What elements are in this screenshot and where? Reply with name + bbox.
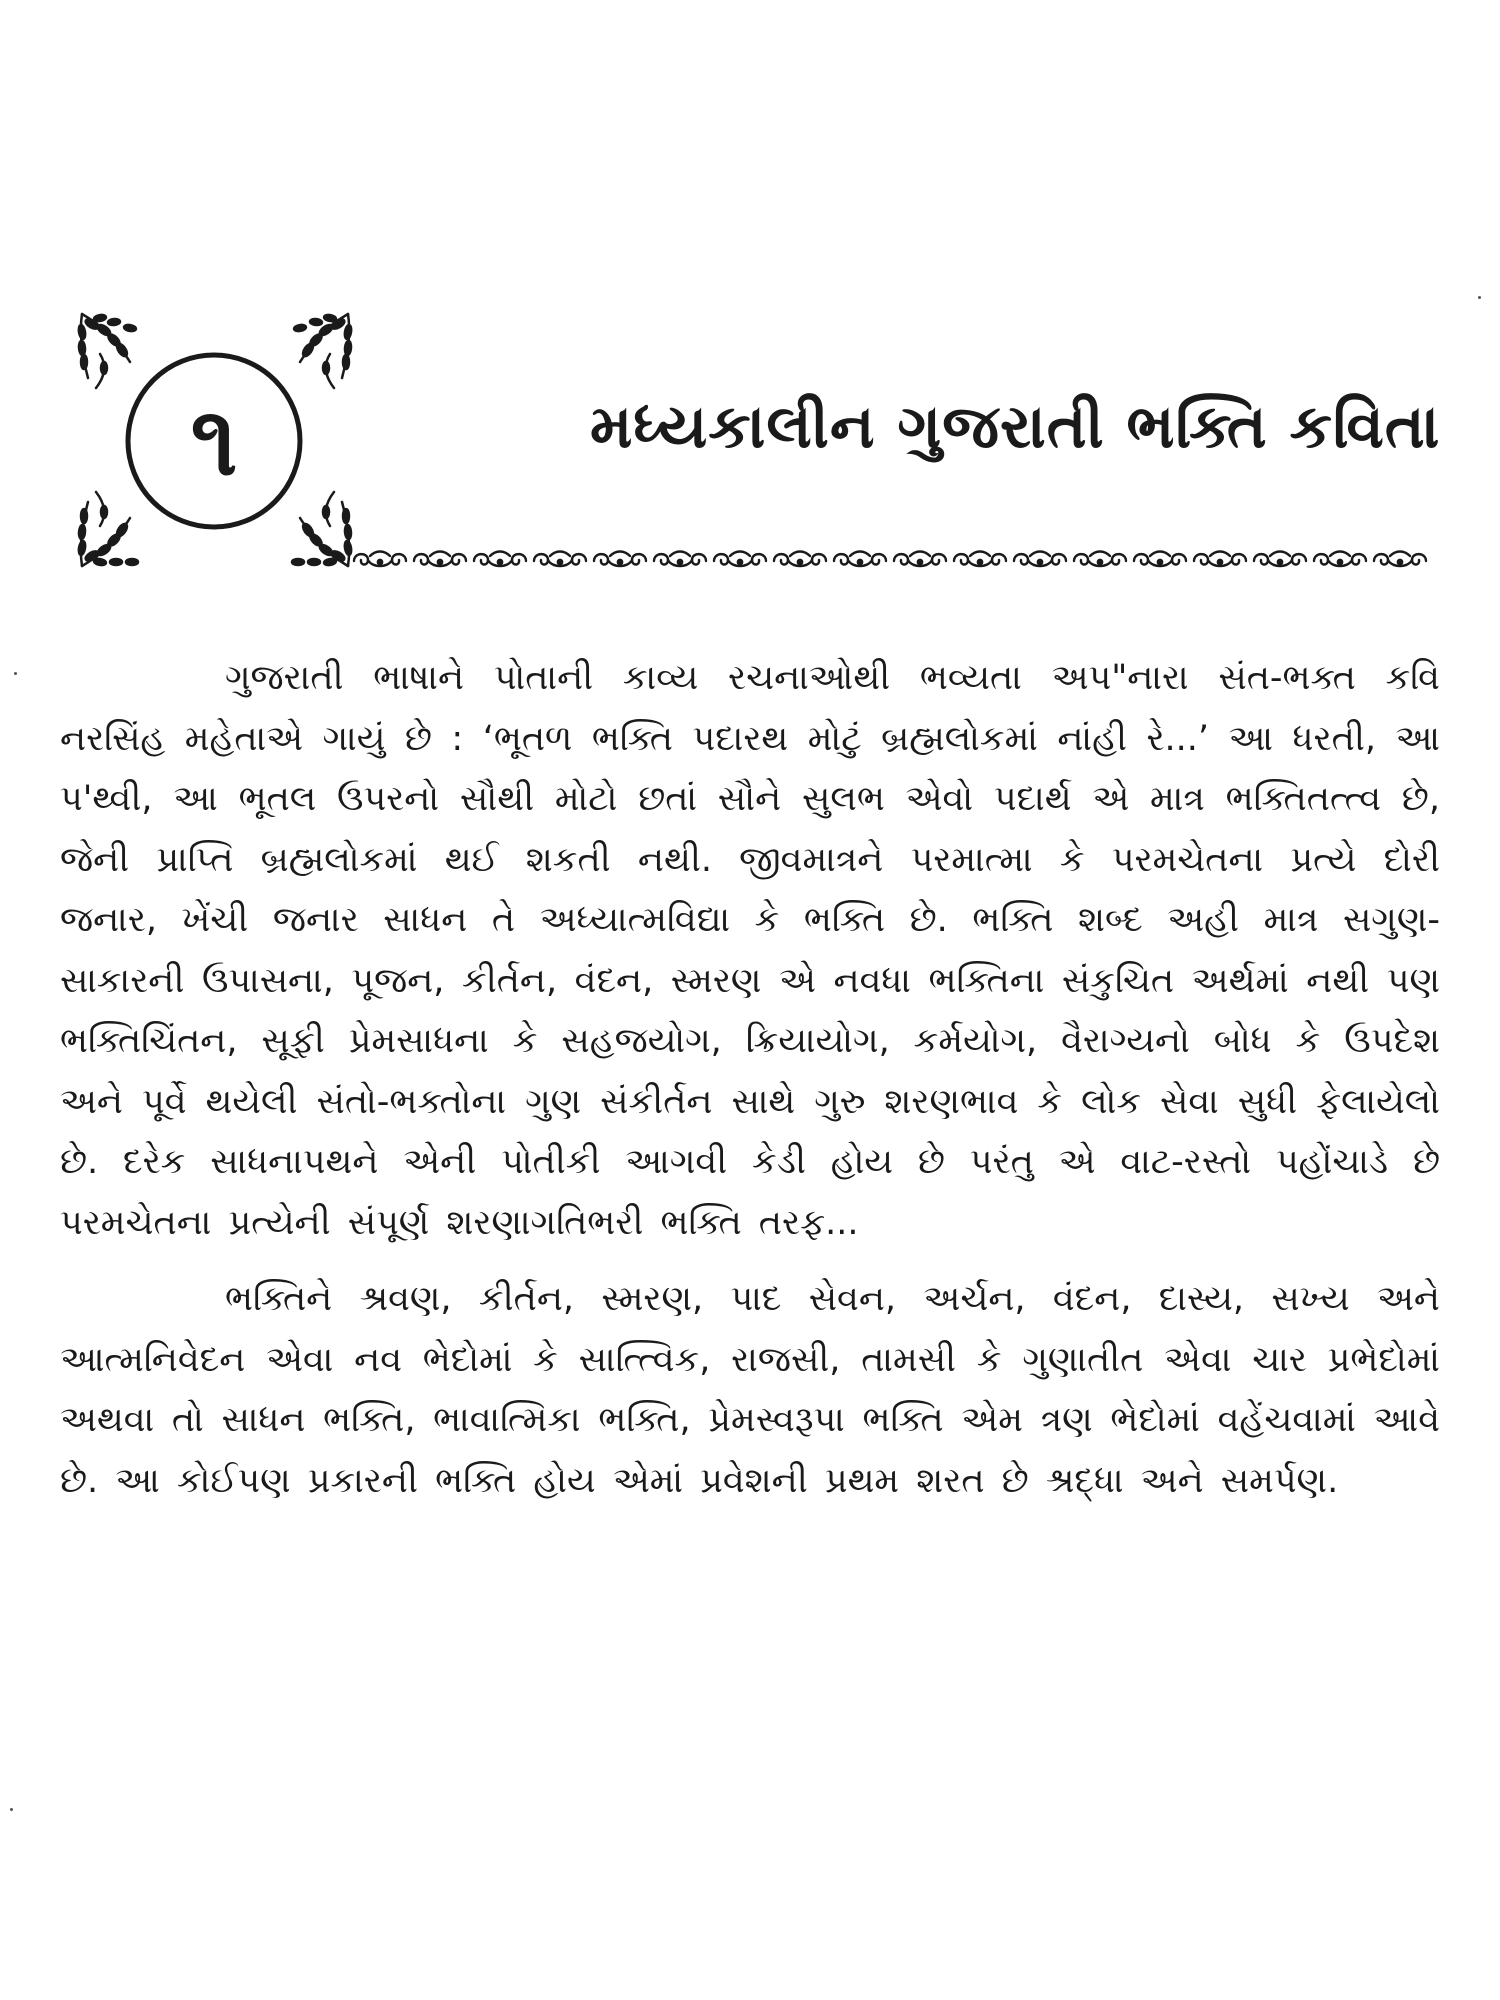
body-paragraph: ભક્તિને શ્રવણ, કીર્તન, સ્મરણ, પાદ સેવન, અર્ચન, વંદન, દાસ્ય, સખ્ય અને આત્મનિવેદન એવા નવ ભેદોમાં કે સાત્ત્વિક, રાજસી, તામસી કે ગુણાતીત એવા ચાર પ્રભેદોમાં અથવા તો સાધન ભક્તિ, ભાવાત્મિકા ભક્તિ, પ્રેમસ્વરૂપા ભક્તિ એમ ત્રણ ભેદોમાં વહેંચવામાં આવે છે. આ કોઈપણ પ્રકારની ભક્તિ હોય એમાં પ્રવેશની પ્રથમ શરત છે શ્રદ્ધા અને સમર્પણ. [60, 1279, 1440, 1501]
chapter-title: મધ્યકાલીન ગુજરાતી ભક્તિ કવિતા [590, 392, 1441, 462]
print-speck [1478, 296, 1481, 299]
chapter-emblem [70, 300, 360, 580]
chapter-body [60, 648, 1440, 1511]
print-speck [10, 1808, 13, 1811]
body-paragraph: ગુજરાતી ભાષાને પોતાની કાવ્ય રચનાઓથી ભવ્યતા અપ"નારા સંત-ભક્ત કવિ નરસિંહ મહેતાએ ગાયું છે : ‘ભૂતળ ભક્તિ પદારથ મોટું બ્રહ્મલોકમાં નાંહી રે...’ આ ધરતી, આ પ'થ્વી, આ ભૂતલ ઉપરનો સૌથી મોટો છતાં સૌને સુલભ એવો પદાર્થ એ માત્ર ભક્તિતત્ત્વ છે, જેની પ્રાપ્તિ બ્રહ્મલોકમાં થઈ શકતી નથી. જીવમાત્રને પરમાત્મા કે પરમચેતના પ્રત્યે દોરી જનાર, ખેંચી જનાર સાધન તે અધ્યાત્મવિદ્યા કે ભક્તિ છે. ભક્તિ શબ્દ અહી માત્ર સગુણ-સાકારની ઉપાસના, પૂજન, કીર્તન, વંદન, સ્મરણ એ નવધા ભક્તિના સંકુચિત અર્થમાં નથી પણ ભક્તિચિંતન, સૂફી પ્રેમસાધના કે સહજયોગ, ક્રિયાયોગ, કર્મયોગ, વૈરાગ્યનો બોધ કે ઉપદેશ અને પૂર્વે થયેલી સંતો-ભક્તોના ગુણ સંકીર્તન સાથે ગુરુ શરણભાવ કે લોક સેવા સુધી ફેલાયેલો છે. દરેક સાધનાપથને એની પોતીકી આગવી કેડી હોય છે પરંતુ એ વાટ-રસ્તો પહોંચાડે છે પરમચેતના પ્રત્યેની સંપૂર્ણ શરણાગતિભરી ભક્તિ તરફ... [60, 658, 1440, 1243]
print-speck [14, 672, 17, 675]
decorative-border-icon [350, 548, 1430, 574]
chapter-number: ૧ [190, 385, 238, 497]
